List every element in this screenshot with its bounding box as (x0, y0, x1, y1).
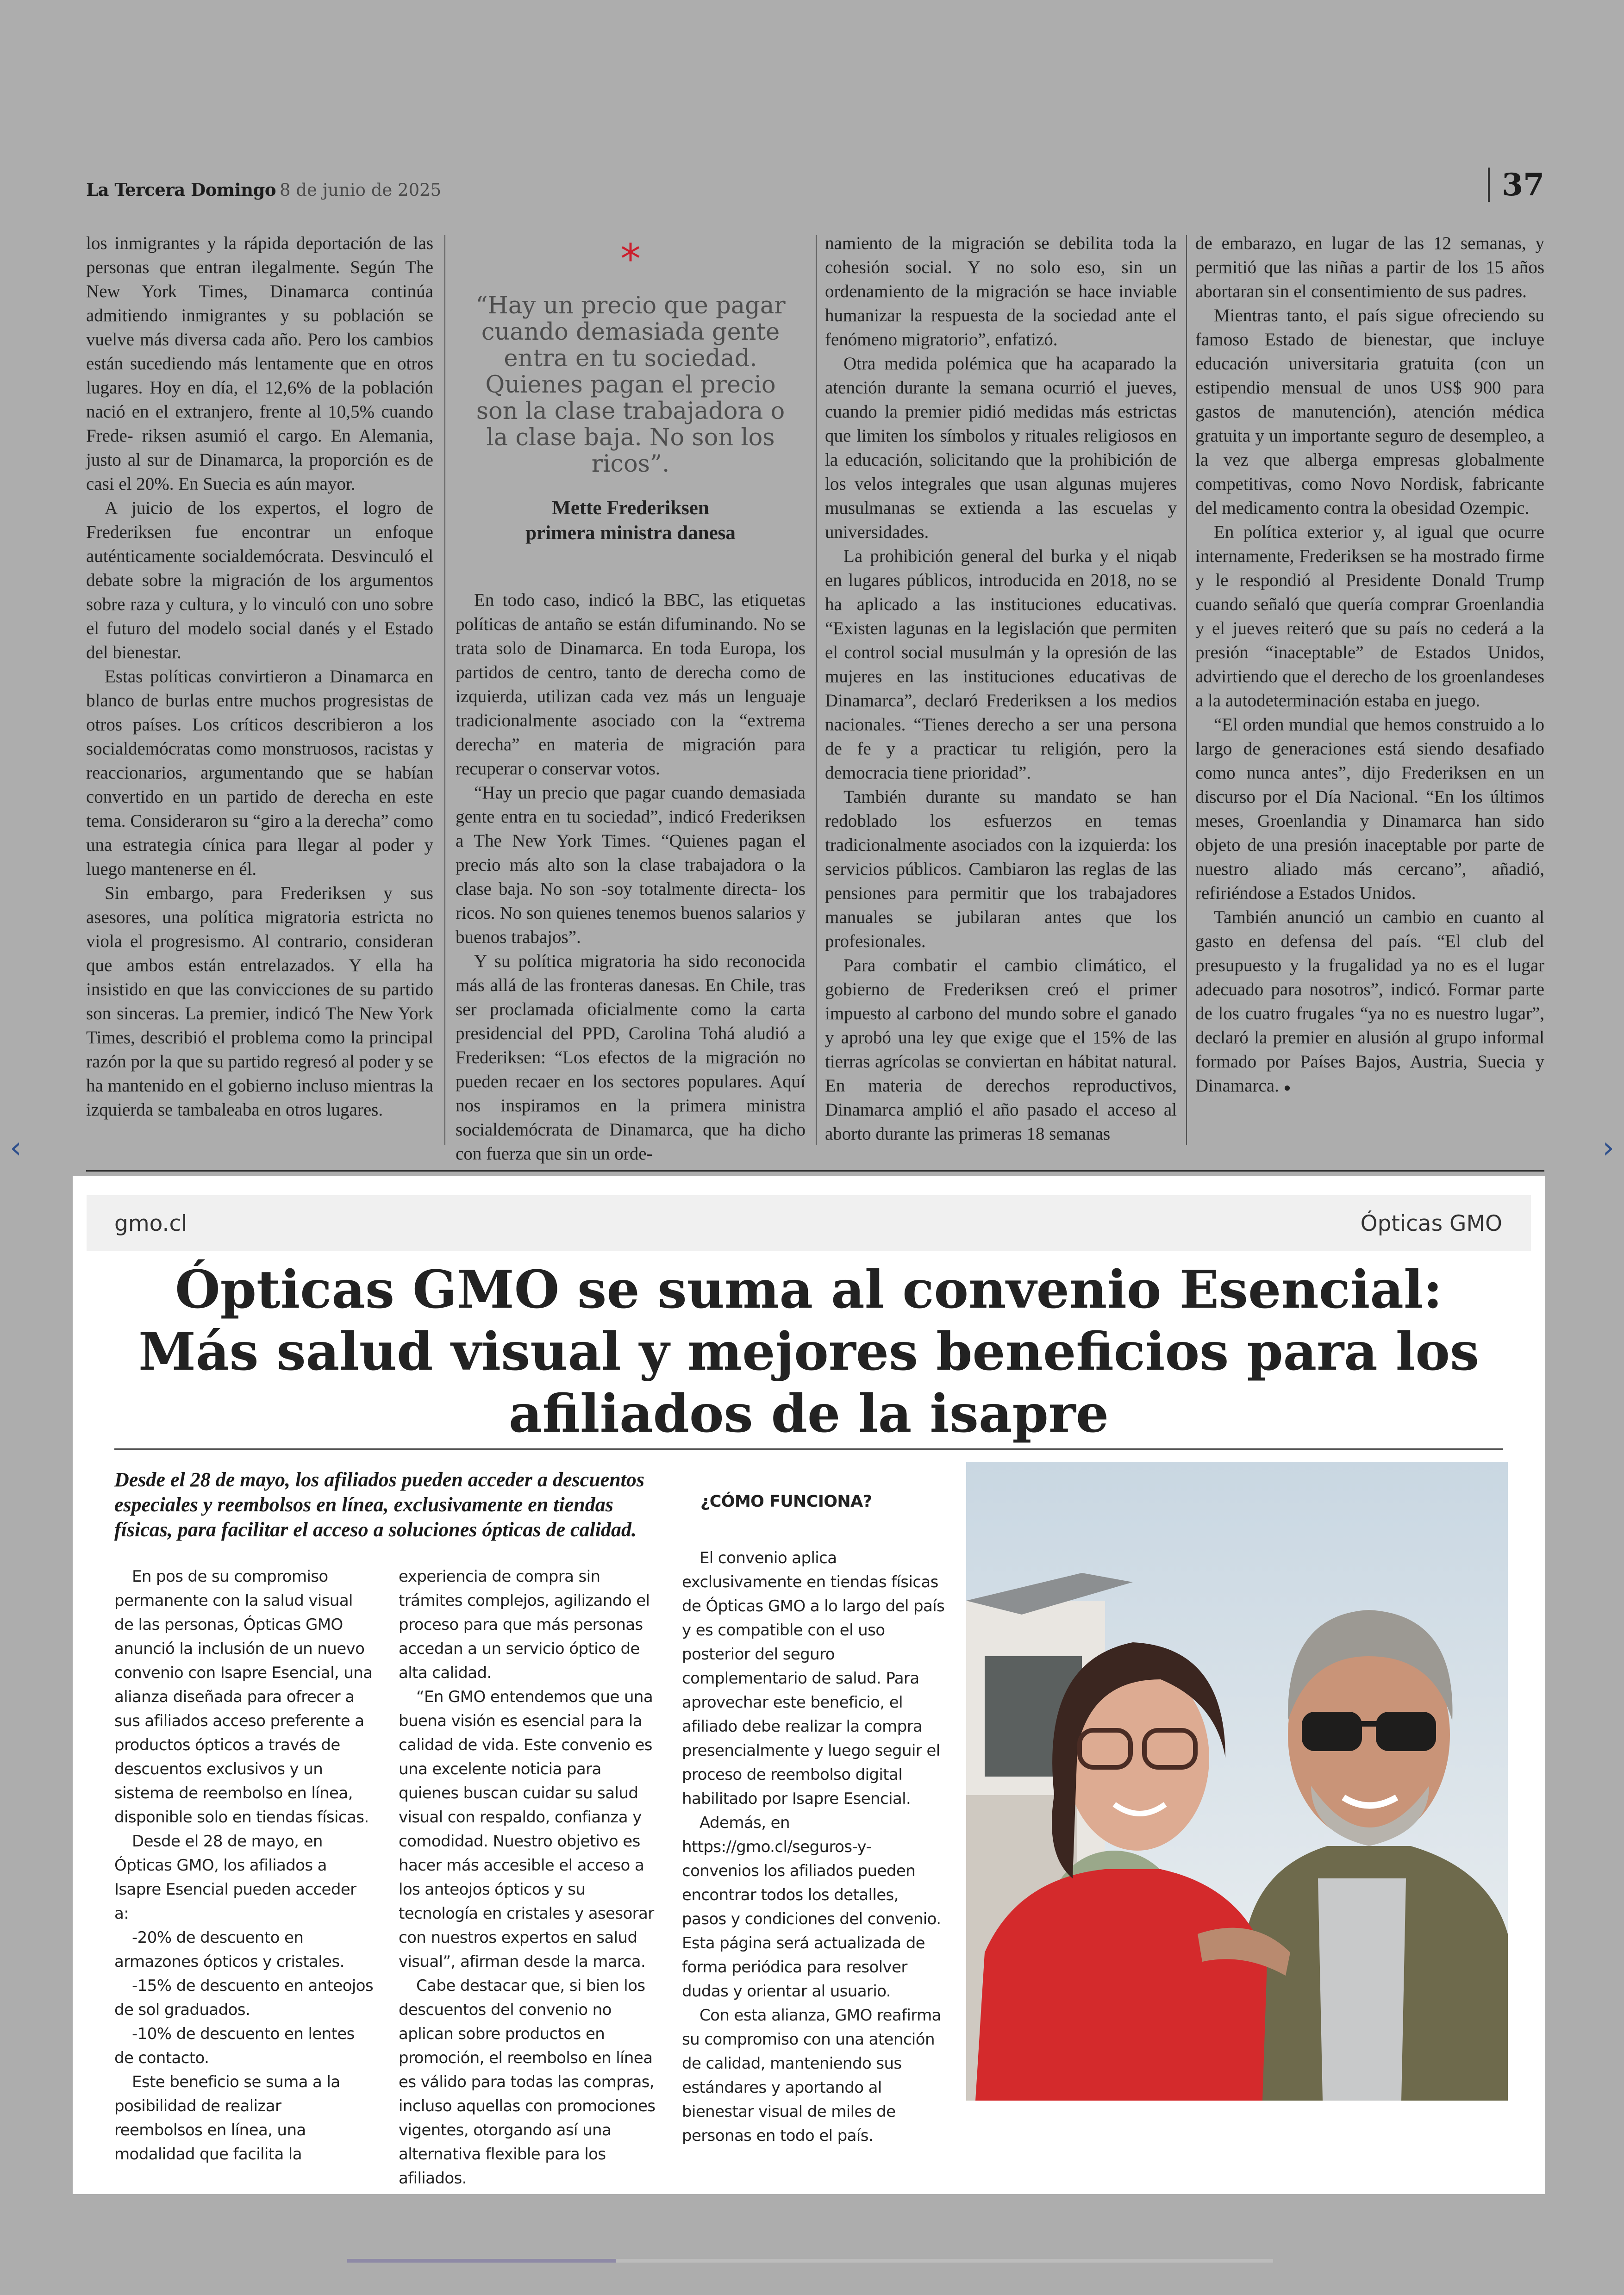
paragraph: Y su política migratoria ha sido reconocida más allá de las fronteras danesas. En Chile, tras ser proclamada oficialmente como la carta presidencial del PPD, Carolina Tohá aludió a Frederiksen: “Los efectos de la migración no pueden recaer en los sectores populares. Aquí nos inspiramos en la primera ministra socialdemócrata de Dinamarca, que ha dicho con fuerza que sin un orde- (456, 951, 806, 1164)
title-divider (114, 1448, 1503, 1450)
advertorial-column-3 (682, 1490, 946, 2148)
paragraph (1195, 905, 1544, 1100)
advertorial-title: Ópticas GMO se suma al convenio Esencial: Más salud visual y mejores beneficios para los afiliados de la isapre (138, 1260, 1480, 1444)
chevron-left-icon[interactable]: ‹ (10, 1131, 22, 1165)
page-progress-fill (347, 2259, 616, 2263)
article-column-1 (86, 231, 433, 1150)
paragraph: También durante su mandato se han redoblado los esfuerzos en temas tradicionalmente asociados con la izquierda: los servicios públicos. Cambiaron las reglas de las pensiones para permitir que los trabajadores manuales se jubilaran antes que los profesionales. (825, 787, 1177, 951)
paragraph: “En GMO entendemos que una buena visión es esencial para la calidad de vida. Este convenio es una excelente noticia para quienes buscan cuidar su salud visual con respaldo, confianza y comodidad. Nuestro objetivo es hacer más accesible el acceso a los anteojos ópticos y su tecnología en cristales y asesorar con nuestros expertos en salud visual”, afirman desde la marca. (399, 1688, 654, 1971)
couple-photo (966, 1462, 1508, 2101)
paragraph: Cabe destacar que, si bien los descuentos del convenio no aplican sobre productos en promoción, el reembolso en línea es válido para todas las compras, incluso aquellas con promociones vigentes, otorgando así una alternativa flexible para los afiliados. (399, 1977, 656, 2188)
article-body (86, 231, 1544, 1164)
paragraph: A juicio de los expertos, el logro de Frederiksen fue encontrar un enfoque auténticamente socialdemócrata. Desvinculó el debate sobre la migración de los argumentos sobre raza y cultura, y lo vinculó con uno sobre el futuro del modelo social danés y el Estado del bienestar. (86, 498, 433, 662)
paragraph-text: También anunció un cambio en cuanto al gasto en defensa del país. “El club del presupuesto y la frugalidad ya no es el lugar adecuado para nosotros”, indicó. Formar parte de los cuatro frugales “ya no es nuestro lugar”, declaró la premier en alusión al grupo informal formado por Países Bajos, Austria, Suecia y Dinamarca. (1195, 907, 1544, 1096)
paragraph: En política exterior y, al igual que ocurre internamente, Frederiksen se ha mostrado firme y le respondió al Presidente Donald Trump cuando señaló que quería comprar Groenlandia y el jueves reiteró que su país no cederá a la presión “inaceptable” de Estados Unidos, advirtiendo que el derecho de los groenlandeses a la autodeterminación estaba en juego. (1195, 522, 1544, 711)
paragraph: La prohibición general del burka y el niqab en lugares públicos, introducida en 2018, no se ha aplicado a las instituciones educativas. “Existen lagunas en la legislación que permiten el control social musulmán y la opresión de las mujeres en las instituciones educativas de Dinamarca”, declaró Frederiksen a los medios nacionales. “Tienes derecho a ser una persona de fe y a practicar tu religión, pero la democracia tiene prioridad”. (825, 546, 1177, 783)
paragraph: experiencia de compra sin trámites complejos, agilizando el proceso para que más personas accedan a un servicio óptico de alta calidad. (399, 1567, 650, 1682)
pull-quote (456, 235, 806, 546)
paragraph: “El orden mundial que hemos construido a lo largo de generaciones está siendo desafiado como nunca antes”, dijo Frederiksen en un discurso por el Día Nacional. “En los últimos meses, Groenlandia y Dinamarca han sido objeto de una presión inaceptable por parte de nuestro aliado más cercano”, añadió, refiriéndose a Estados Unidos. (1195, 715, 1544, 903)
pull-quote-author-role: primera ministra danesa (525, 522, 736, 544)
pull-quote-text: “Hay un precio que pagar cuando demasiada gente entra en tu sociedad. Quienes pagan el precio son la clase trabajadora o la clase baja. No son los ricos”. (475, 292, 786, 478)
paragraph: Sin embargo, para Frederiksen y sus asesores, una política migratoria estricta no viola el progresismo. Al contrario, consideran que ambos están entrelazados. Y ella ha insistido en que las convicciones de su partido son sinceras. La premier, indicó The New York Times, describió el problema como la principal razón por la que su partido regresó al poder y se ha mantenido en el gobierno incluso mientras la izquierda se tambaleaba en otros lugares. (86, 883, 433, 1120)
asterisk-icon: * (620, 235, 641, 283)
section-subhead: ¿CÓMO FUNCIONA? (700, 1492, 872, 1511)
advertorial (73, 1176, 1545, 2194)
paragraph: de embarazo, en lugar de las 12 semanas, y permitió que las niñas a partir de los 15 años abortaran sin el consentimiento de sus padres. (1195, 233, 1544, 301)
pull-quote-author (456, 496, 806, 546)
list-item: -20% de descuento en armazones ópticos y cristales. (114, 1928, 344, 1971)
paragraph: Otra medida polémica que ha acaparado la atención durante la semana ocurrió el jueves, cuando la premier pidió medidas más estrictas que limiten los símbolos y rituales religiosos en la educación, solicitando que la prohibición de los velos integrales que usan algunas mujeres musulmanas se extienda a las escuelas y universidades. (825, 354, 1177, 542)
pull-quote-author-name: Mette Frederiksen (552, 497, 709, 519)
chevron-right-icon[interactable]: › (1602, 1131, 1614, 1165)
paragraph: El convenio aplica exclusivamente en tiendas físicas de Ópticas GMO a lo largo del país y es compatible con el uso posterior del seguro complementario de salud. Para aprovechar este beneficio, el afiliado debe realizar la compra presencialmente y luego seguir el proceso de reembolso digital habilitado por Isapre Esencial. (682, 1549, 945, 1808)
page-progress-bar[interactable] (347, 2259, 1273, 2263)
advertorial-column-2 (399, 1565, 658, 2190)
paragraph: los inmigrantes y la rápida deportación de las personas que entran ilegalmente. Según The New York Times, Dinamarca continúa admitiendo inmigrantes y su población se vuelve más diversa cada año. Pero los cambios están sucediendo más lentamente que en otros lugares. Hoy en día, el 12,6% de la población nació en el extranjero, frente al 10,5% cuando Frede- riksen asumió el cargo. En Alemania, justo al sur de Dinamarca, la proporción es de casi el 20%. En Suecia es aún mayor. (86, 233, 433, 494)
paragraph: “Hay un precio que pagar cuando demasiada gente entra en tu sociedad”, indicó Frederiksen a The New York Times. “Quienes pagan el precio más alto son la clase trabajadora o la clase baja. No son -soy totalmente directa- los ricos. No son quienes tenemos buenos salarios y buenos trabajos”. (456, 783, 806, 947)
paragraph: Este beneficio se suma a la posibilidad de realizar reembolsos en línea, una modalidad que facilita la (114, 2073, 340, 2164)
paragraph: Para combatir el cambio climático, el gobierno de Frederiksen creó el primer impuesto al carbono del mundo sobre el ganado y aprobó una ley que exige que el 15% de las tierras agrícolas se conviertan en hábitat natural. En materia de derechos reproductivos, Dinamarca amplió el año pasado el acceso al aborto durante las primeras 18 semanas (825, 955, 1177, 1144)
paragraph: En pos de su compromiso permanente con la salud visual de las personas, Ópticas GMO anunció la inclusión de un nuevo convenio con Isapre Esencial, una alianza diseñada para ofrecer a sus afiliados acceso preferente a productos ópticos a través de descuentos exclusivos y un sistema de reembolso en línea, disponible solo en tiendas físicas. (114, 1567, 373, 1827)
list-item: -15% de descuento en anteojos de sol graduados. (114, 1977, 374, 2019)
masthead (86, 180, 441, 200)
advertorial-lead: Desde el 28 de mayo, los afiliados pueden acceder a descuentos especiales y reembolsos en línea, exclusivamente en tiendas físicas, para facilitar el acceso a soluciones ópticas de calidad. (114, 1468, 645, 1541)
paragraph: Con esta alianza, GMO reafirma su compromiso con una atención de calidad, manteniendo sus estándares y aportando al bienestar visual de miles de personas en todo el país. (682, 2006, 941, 2145)
page-header (86, 157, 1544, 208)
couple-illustration (966, 1462, 1508, 2101)
paragraph: En todo caso, indicó la BBC, las etiquetas políticas de antaño se están difuminando. No se trata solo de Dinamarca. En toda Europa, los partidos de centro, tanto de derecha como de izquierda, utilizan cada vez más un lenguaje tradicionalmente asociado con la “extrema derecha” en materia de migración para recuperar o conservar votos. (456, 590, 806, 779)
paragraph: Desde el 28 de mayo, en Ópticas GMO, los afiliados a Isapre Esencial pueden acceder a: (114, 1832, 356, 1923)
article-column-2 (456, 231, 806, 1164)
page-number: 37 (1488, 168, 1544, 202)
advertorial-brand: Ópticas GMO (1360, 1211, 1502, 1236)
advertorial-topbar (87, 1195, 1531, 1251)
end-mark-icon: ● (1283, 1081, 1291, 1094)
advertorial-column-1 (114, 1565, 374, 2166)
column-divider (1186, 235, 1187, 1145)
column-divider (816, 235, 817, 1145)
page-date: 8 de junio de 2025 (280, 180, 442, 200)
masthead-title: La Tercera Domingo (86, 180, 276, 200)
column-divider (444, 235, 445, 1145)
page-divider (86, 1170, 1544, 1172)
advertorial-source: gmo.cl (114, 1211, 187, 1236)
paragraph: Mientras tanto, el país sigue ofreciendo su famoso Estado de bienestar, que incluye educación universitaria gratuita (con un estipendio mensual de unos US$ 900 para gastos de manutención), atención médica gratuita y un importante seguro de desempleo, a la vez que alberga empresas globalmente competitivas, como Novo Nordisk, fabricante del medicamento contra la obesidad Ozempic. (1195, 306, 1544, 518)
article-column-4 (1195, 231, 1544, 1150)
paragraph: Además, en https://gmo.cl/seguros-y-convenios los afiliados pueden encontrar todos los detalles, pasos y condiciones del convenio. Esta página será actualizada de forma periódica para resolver dudas y orientar al usuario. (682, 1814, 941, 2001)
paragraph: namiento de la migración se debilita toda la cohesión social. Y no solo eso, sin un ordenamiento de la migración se hace inviable humanizar la respuesta de la sociedad ante el fenómeno migratorio”, enfatizó. (825, 233, 1177, 349)
paragraph: Estas políticas convirtieron a Dinamarca en blanco de burlas entre muchos progresistas de otros países. Los críticos describieron a los socialdemócratas como monstruosos, racistas y reaccionarios, argumentando que se habían convertido en un partido de derecha en este tema. Consideraron su “giro a la derecha” como una estrategia cínica para llegar al poder y luego mantenerse en él. (86, 667, 433, 879)
article-column-3 (825, 231, 1177, 1150)
list-item: -10% de descuento en lentes de contacto. (114, 2025, 355, 2067)
